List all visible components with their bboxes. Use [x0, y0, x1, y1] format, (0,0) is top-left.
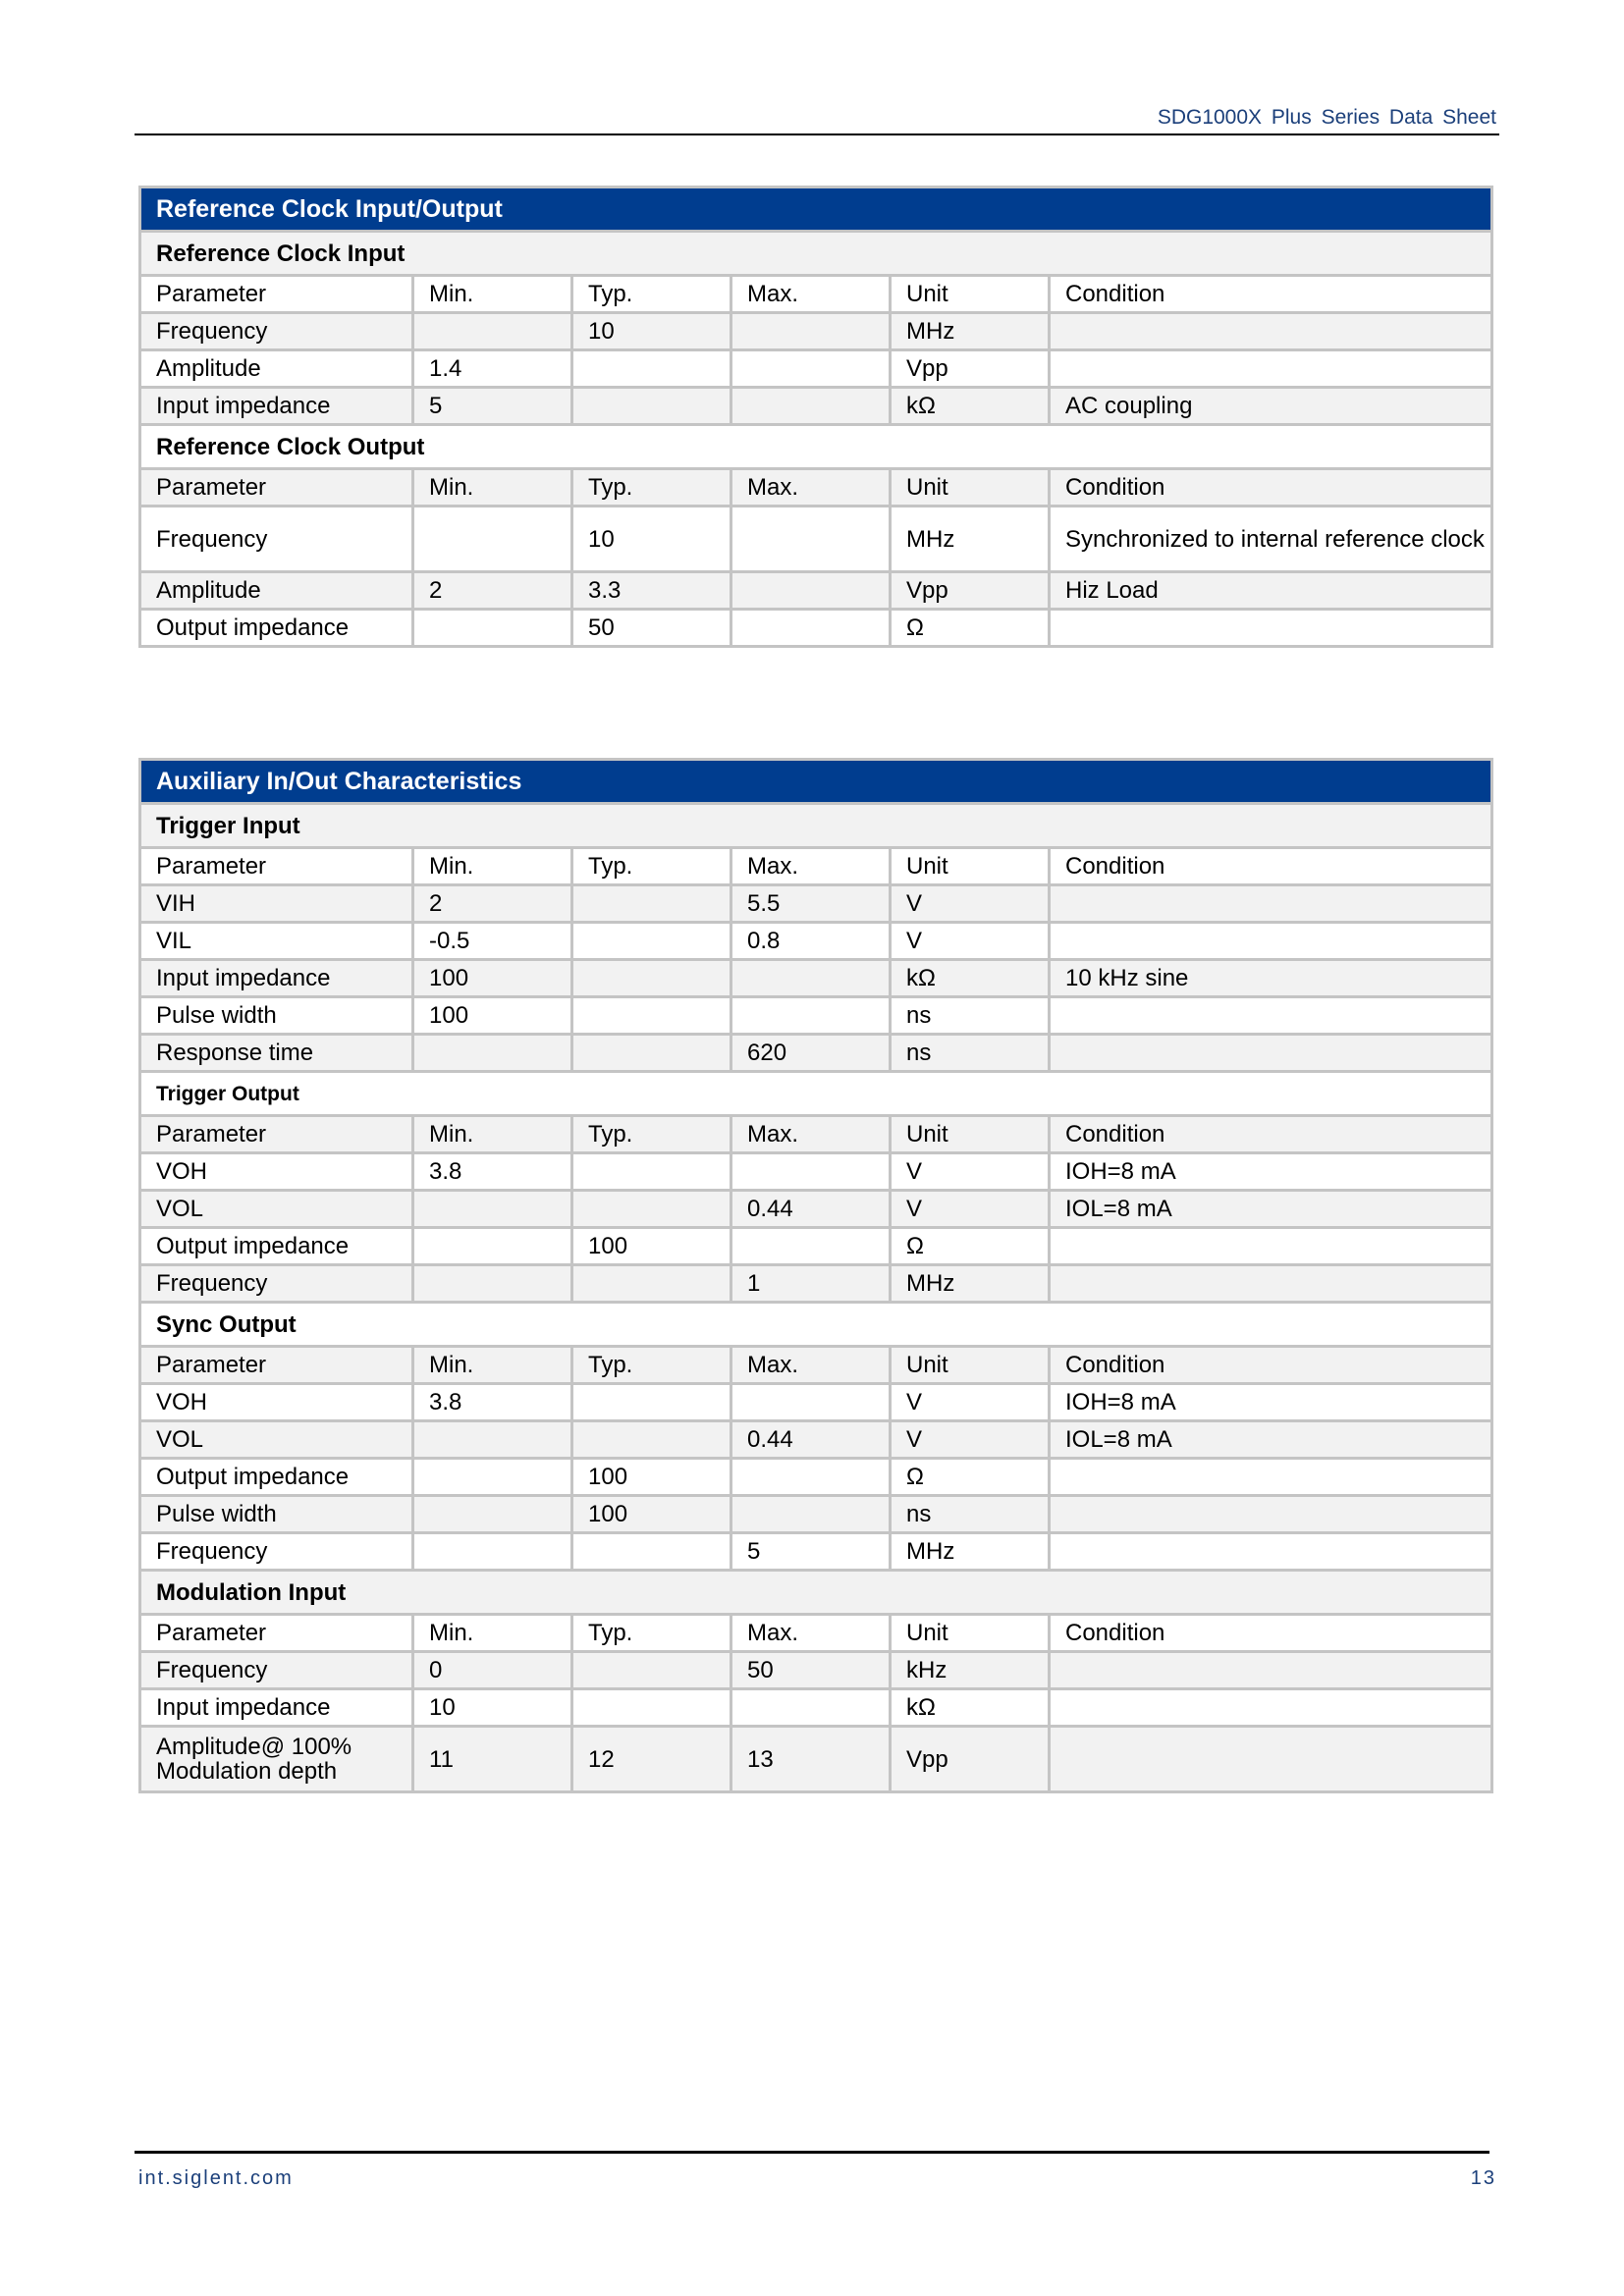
- table-cell: [572, 350, 731, 388]
- table-row: [140, 313, 1492, 350]
- table-cell: [1050, 313, 1492, 350]
- table-cell: Ω: [891, 1459, 1050, 1496]
- table-cell: 3.8: [413, 1153, 572, 1191]
- table-cell: Input impedance: [140, 1689, 413, 1727]
- table-cell: [572, 923, 731, 960]
- table-cell: [413, 1533, 572, 1571]
- page-number: 13: [1470, 2167, 1496, 2189]
- table-cell: [413, 1421, 572, 1459]
- table-row: [140, 1421, 1492, 1459]
- column-header: Parameter: [140, 1116, 413, 1153]
- table-cell: 100: [572, 1459, 731, 1496]
- column-header: Unit: [891, 276, 1050, 313]
- table-cell: kΩ: [891, 1689, 1050, 1727]
- table-cell: VOH: [140, 1153, 413, 1191]
- table-cell: V: [891, 1421, 1050, 1459]
- table-cell: [572, 1035, 731, 1072]
- table-cell: Ω: [891, 1228, 1050, 1265]
- table-cell: 1.4: [413, 350, 572, 388]
- column-header: Max.: [731, 276, 891, 313]
- table-cell: 10: [413, 1689, 572, 1727]
- column-header-row: [140, 469, 1492, 507]
- table-cell: [1050, 1727, 1492, 1792]
- table-cell: [731, 507, 891, 572]
- table-cell: [572, 388, 731, 425]
- table-cell: V: [891, 923, 1050, 960]
- table-cell: [572, 1421, 731, 1459]
- column-header: Condition: [1050, 1347, 1492, 1384]
- table-cell: 100: [572, 1496, 731, 1533]
- table-cell: AC coupling: [1050, 388, 1492, 425]
- table-cell: [731, 350, 891, 388]
- table-row: [140, 885, 1492, 923]
- column-header: Unit: [891, 1347, 1050, 1384]
- table-cell: Vpp: [891, 350, 1050, 388]
- table-cell: [731, 388, 891, 425]
- section-title: Reference Clock Input: [140, 232, 1492, 276]
- table-cell: Response time: [140, 1035, 413, 1072]
- column-header: Max.: [731, 1347, 891, 1384]
- table-cell: 100: [413, 960, 572, 997]
- table-title-row: [140, 760, 1492, 804]
- section-title: Modulation Input: [140, 1571, 1492, 1615]
- table-row: [140, 1384, 1492, 1421]
- table-cell: 5: [413, 388, 572, 425]
- section-header-row: [140, 232, 1492, 276]
- column-header: Min.: [413, 469, 572, 507]
- column-header: Typ.: [572, 1347, 731, 1384]
- reference-clock-table: [138, 186, 1493, 648]
- column-header: Typ.: [572, 1615, 731, 1652]
- column-header: Typ.: [572, 1116, 731, 1153]
- header-rule: [135, 133, 1499, 135]
- table-cell: kΩ: [891, 960, 1050, 997]
- table-cell: [1050, 997, 1492, 1035]
- column-header: Typ.: [572, 276, 731, 313]
- table-cell: [413, 313, 572, 350]
- table-row: [140, 388, 1492, 425]
- table-cell: -0.5: [413, 923, 572, 960]
- column-header: Unit: [891, 1615, 1050, 1652]
- table-cell: Amplitude: [140, 350, 413, 388]
- column-header: Min.: [413, 1116, 572, 1153]
- table-row: [140, 1191, 1492, 1228]
- table-cell: ns: [891, 1496, 1050, 1533]
- column-header-row: [140, 1615, 1492, 1652]
- table-cell: [413, 610, 572, 647]
- table-cell: VIH: [140, 885, 413, 923]
- table-cell: 3.3: [572, 572, 731, 610]
- column-header: Unit: [891, 848, 1050, 885]
- table-cell: Pulse width: [140, 1496, 413, 1533]
- column-header: Typ.: [572, 848, 731, 885]
- table-row: [140, 1727, 1492, 1792]
- table-cell: Output impedance: [140, 1228, 413, 1265]
- table-cell: Input impedance: [140, 960, 413, 997]
- table-cell: 50: [572, 610, 731, 647]
- table-cell: [572, 885, 731, 923]
- footer-rule: [135, 2151, 1489, 2154]
- table-cell: [731, 997, 891, 1035]
- column-header-row: [140, 848, 1492, 885]
- column-header: Parameter: [140, 469, 413, 507]
- column-header: Condition: [1050, 1615, 1492, 1652]
- column-header: Min.: [413, 848, 572, 885]
- column-header-row: [140, 1347, 1492, 1384]
- table-cell: 13: [731, 1727, 891, 1792]
- footer-website-link[interactable]: int.siglent.com: [138, 2167, 294, 2189]
- table-row: [140, 610, 1492, 647]
- column-header: Condition: [1050, 1116, 1492, 1153]
- table-cell: 5: [731, 1533, 891, 1571]
- table-cell: [572, 1191, 731, 1228]
- table-cell: 11: [413, 1727, 572, 1792]
- column-header: Max.: [731, 848, 891, 885]
- table-cell: [413, 1035, 572, 1072]
- table-cell: [413, 1228, 572, 1265]
- table-cell: [731, 1153, 891, 1191]
- table-row: [140, 1228, 1492, 1265]
- table-cell: [731, 313, 891, 350]
- table-title: Reference Clock Input/Output: [140, 187, 1492, 232]
- section-title: Reference Clock Output: [140, 425, 1492, 469]
- section-title: Sync Output: [140, 1303, 1492, 1347]
- table-cell: V: [891, 1191, 1050, 1228]
- table-cell: IOH=8 mA: [1050, 1153, 1492, 1191]
- table-cell: 2: [413, 572, 572, 610]
- table-cell: VOL: [140, 1191, 413, 1228]
- section-header-row: [140, 1072, 1492, 1116]
- column-header: Parameter: [140, 1615, 413, 1652]
- table-row: [140, 923, 1492, 960]
- table-cell: 0.44: [731, 1421, 891, 1459]
- table-cell: IOL=8 mA: [1050, 1191, 1492, 1228]
- table-cell: [572, 1652, 731, 1689]
- column-header: Min.: [413, 1615, 572, 1652]
- table-cell: [413, 1191, 572, 1228]
- table-row: [140, 1689, 1492, 1727]
- table-row: [140, 1035, 1492, 1072]
- table-cell: IOL=8 mA: [1050, 1421, 1492, 1459]
- table-row: [140, 1265, 1492, 1303]
- table-cell: 50: [731, 1652, 891, 1689]
- table-title-row: [140, 187, 1492, 232]
- section-title: Trigger Input: [140, 804, 1492, 848]
- table-cell: 3.8: [413, 1384, 572, 1421]
- table-cell: [1050, 1265, 1492, 1303]
- table-cell: Vpp: [891, 572, 1050, 610]
- section-header-row: [140, 425, 1492, 469]
- column-header: Condition: [1050, 848, 1492, 885]
- table-cell: 10: [572, 313, 731, 350]
- table-row: [140, 350, 1492, 388]
- column-header: Parameter: [140, 1347, 413, 1384]
- section-header-row: [140, 1571, 1492, 1615]
- table-cell: MHz: [891, 1533, 1050, 1571]
- table-cell: Ω: [891, 610, 1050, 647]
- table-cell: [1050, 1652, 1492, 1689]
- table-cell: [572, 960, 731, 997]
- column-header: Condition: [1050, 469, 1492, 507]
- column-header-row: [140, 276, 1492, 313]
- table-cell: [413, 507, 572, 572]
- table-cell: [731, 572, 891, 610]
- table-cell: [1050, 1689, 1492, 1727]
- table-cell: [731, 610, 891, 647]
- table-cell: Hiz Load: [1050, 572, 1492, 610]
- table-row: [140, 1153, 1492, 1191]
- table-row: [140, 572, 1492, 610]
- auxiliary-io-table: [138, 758, 1493, 1793]
- table-cell: 10: [572, 507, 731, 572]
- table-cell: Amplitude@ 100% Modulation depth: [140, 1727, 413, 1792]
- table-cell: [1050, 1496, 1492, 1533]
- table-cell: V: [891, 1384, 1050, 1421]
- table-cell: 10 kHz sine: [1050, 960, 1492, 997]
- table-cell: 1: [731, 1265, 891, 1303]
- table-cell: VOL: [140, 1421, 413, 1459]
- table-cell: [413, 1496, 572, 1533]
- table-cell: [731, 1496, 891, 1533]
- table-cell: 100: [572, 1228, 731, 1265]
- table-cell: 0.44: [731, 1191, 891, 1228]
- column-header: Unit: [891, 1116, 1050, 1153]
- table-cell: [731, 1384, 891, 1421]
- table-cell: ns: [891, 1035, 1050, 1072]
- section-header-row: [140, 1303, 1492, 1347]
- table-cell: Frequency: [140, 1652, 413, 1689]
- table-cell: IOH=8 mA: [1050, 1384, 1492, 1421]
- table-cell: [1050, 885, 1492, 923]
- table-cell: 620: [731, 1035, 891, 1072]
- table-cell: [572, 1265, 731, 1303]
- table-cell: Frequency: [140, 507, 413, 572]
- table-row: [140, 997, 1492, 1035]
- table-cell: Frequency: [140, 313, 413, 350]
- table-cell: V: [891, 1153, 1050, 1191]
- table-cell: kHz: [891, 1652, 1050, 1689]
- column-header: Max.: [731, 1116, 891, 1153]
- column-header-row: [140, 1116, 1492, 1153]
- table-title: Auxiliary In/Out Characteristics: [140, 760, 1492, 804]
- table-cell: [1050, 1035, 1492, 1072]
- document-header-title: SDG1000X Plus Series Data Sheet: [1157, 106, 1496, 129]
- table-row: [140, 507, 1492, 572]
- table-row: [140, 1652, 1492, 1689]
- table-cell: Frequency: [140, 1533, 413, 1571]
- section-title: Trigger Output: [140, 1072, 1492, 1116]
- table-cell: [413, 1459, 572, 1496]
- table-cell: 0: [413, 1652, 572, 1689]
- table-cell: Vpp: [891, 1727, 1050, 1792]
- table-row: [140, 960, 1492, 997]
- table-row: [140, 1459, 1492, 1496]
- table-cell: [572, 1384, 731, 1421]
- table-cell: Pulse width: [140, 997, 413, 1035]
- table-cell: Input impedance: [140, 388, 413, 425]
- table-cell: V: [891, 885, 1050, 923]
- table-cell: 12: [572, 1727, 731, 1792]
- table-cell: Synchronized to internal reference clock: [1050, 507, 1492, 572]
- table-cell: [731, 1689, 891, 1727]
- table-cell: [731, 960, 891, 997]
- table-cell: 5.5: [731, 885, 891, 923]
- table-cell: MHz: [891, 507, 1050, 572]
- column-header: Min.: [413, 1347, 572, 1384]
- table-cell: [1050, 610, 1492, 647]
- table-cell: Frequency: [140, 1265, 413, 1303]
- table-cell: [731, 1228, 891, 1265]
- table-cell: [572, 1153, 731, 1191]
- table-cell: Output impedance: [140, 1459, 413, 1496]
- table-cell: 100: [413, 997, 572, 1035]
- table-cell: kΩ: [891, 388, 1050, 425]
- table-cell: [1050, 923, 1492, 960]
- table-cell: VIL: [140, 923, 413, 960]
- column-header: Condition: [1050, 276, 1492, 313]
- column-header: Parameter: [140, 276, 413, 313]
- table-cell: VOH: [140, 1384, 413, 1421]
- table-cell: MHz: [891, 313, 1050, 350]
- table-row: [140, 1496, 1492, 1533]
- column-header: Max.: [731, 1615, 891, 1652]
- column-header: Unit: [891, 469, 1050, 507]
- column-header: Parameter: [140, 848, 413, 885]
- table-cell: [731, 1459, 891, 1496]
- table-cell: ns: [891, 997, 1050, 1035]
- table-cell: [1050, 350, 1492, 388]
- table-cell: MHz: [891, 1265, 1050, 1303]
- table-cell: [1050, 1228, 1492, 1265]
- table-cell: [572, 997, 731, 1035]
- table-cell: [413, 1265, 572, 1303]
- table-cell: [1050, 1459, 1492, 1496]
- table-cell: 0.8: [731, 923, 891, 960]
- table-cell: 2: [413, 885, 572, 923]
- table-cell: [572, 1533, 731, 1571]
- table-cell: Output impedance: [140, 610, 413, 647]
- table-cell: [1050, 1533, 1492, 1571]
- table-cell: [572, 1689, 731, 1727]
- column-header: Max.: [731, 469, 891, 507]
- table-cell: Amplitude: [140, 572, 413, 610]
- table-row: [140, 1533, 1492, 1571]
- section-header-row: [140, 804, 1492, 848]
- column-header: Typ.: [572, 469, 731, 507]
- column-header: Min.: [413, 276, 572, 313]
